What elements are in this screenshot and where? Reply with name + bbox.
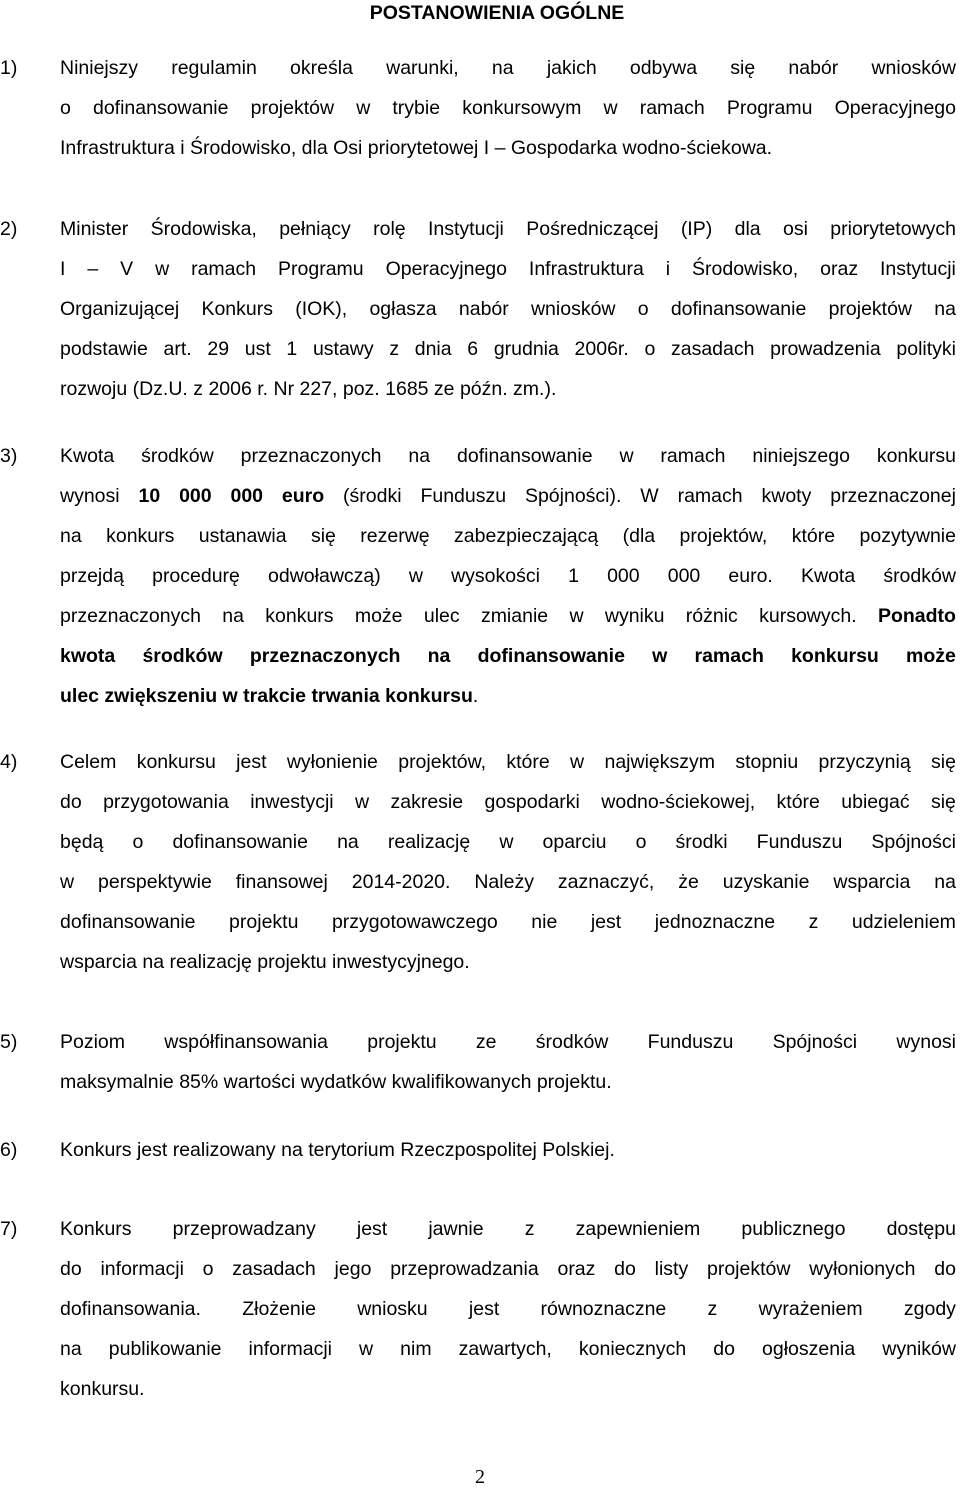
word: Spójności [871, 831, 956, 853]
word: zasadach [232, 1258, 316, 1280]
text-line [60, 516, 956, 556]
text-run: rozwoju (Dz.U. z 2006 r. Nr 227, poz. 1685 ze późn. zm.). [60, 378, 557, 400]
paragraph-number: 3) [0, 445, 18, 467]
word: niniejszego [752, 445, 850, 467]
word: się [310, 525, 336, 547]
word: Kwota [60, 445, 115, 467]
text-line [60, 329, 956, 369]
word: w [355, 791, 370, 813]
word: Środowiska, [150, 218, 257, 240]
word: o [202, 1258, 214, 1280]
text-run: wsparcia na realizację projektu inwestycyjnego. [60, 951, 470, 973]
word: Konkurs [60, 1218, 132, 1240]
word: Organizującej [60, 298, 180, 320]
word: środków [142, 645, 223, 667]
word: konkursu [791, 645, 879, 667]
text-line [60, 1130, 956, 1170]
word: do [614, 1258, 636, 1280]
text-line [60, 902, 956, 942]
word: środków [141, 445, 214, 467]
paragraph-number: 7) [0, 1218, 18, 1240]
paragraph-number: 4) [0, 751, 18, 773]
word: zabezpieczającą [454, 525, 599, 547]
word: 10 [138, 485, 161, 507]
paragraph-number: 6) [0, 1139, 18, 1161]
word: projektów, [398, 751, 487, 773]
word: zgody [903, 1298, 956, 1320]
text-line [60, 48, 956, 88]
word: Spójności [772, 1031, 858, 1053]
word: na [337, 831, 359, 853]
word: Programu [726, 97, 813, 119]
word: dostępu [886, 1218, 956, 1240]
word: Należy [474, 871, 534, 893]
text-line [60, 289, 956, 329]
word: dofinansowanie [477, 645, 625, 667]
text-line [60, 822, 956, 862]
word: Funduszu [647, 1031, 734, 1053]
word: projektów [250, 97, 335, 119]
word: wyniku [604, 605, 665, 627]
word: odwoławczą) [268, 565, 381, 587]
word: 2006r. [574, 338, 629, 360]
word: euro. [728, 565, 773, 587]
text-line [60, 1369, 956, 1409]
word: przeprowadzania [390, 1258, 539, 1280]
paragraph-5 [0, 1022, 956, 1102]
word: Spójności). [524, 485, 622, 507]
word: ramach [191, 258, 257, 280]
word: art. [163, 338, 192, 360]
word: przeznaczonej [830, 485, 956, 507]
word: warunki, [386, 57, 459, 79]
word: kwota [60, 645, 116, 667]
word: zmianie [480, 605, 549, 627]
word: nim [400, 1338, 432, 1360]
word: ramach [677, 485, 743, 507]
word: współfinansowania [164, 1031, 328, 1053]
word: w [619, 445, 634, 467]
word: Instytucji [880, 258, 956, 280]
word: o [637, 298, 649, 320]
word: dofinansowanie [457, 445, 593, 467]
word: o [132, 831, 144, 853]
word: dofinansowanie [172, 831, 308, 853]
text-line [60, 88, 956, 128]
word: V [120, 258, 134, 280]
word: jest [590, 911, 622, 933]
word: odbywa [629, 57, 698, 79]
word: które [791, 525, 836, 547]
text-line [60, 862, 956, 902]
word: rolę [373, 218, 406, 240]
word: określa [290, 57, 353, 79]
word: pozytywnie [859, 525, 956, 547]
word: 6 [467, 338, 479, 360]
word: wniosków [530, 298, 616, 320]
word: środków [535, 1031, 609, 1053]
word: o [644, 338, 656, 360]
word: jakich [546, 57, 597, 79]
word: (IP) [680, 218, 713, 240]
word: jego [334, 1258, 372, 1280]
word: w [359, 1338, 374, 1360]
word: środków [883, 565, 956, 587]
word: które [776, 791, 820, 813]
text-run: . [472, 685, 479, 707]
text-line [60, 436, 956, 476]
word: euro [281, 485, 325, 507]
text-line [60, 1209, 956, 1249]
word: 000 [667, 565, 701, 587]
word: dofinansowania. [60, 1298, 201, 1320]
word: do [60, 1258, 82, 1280]
word: nabór [788, 57, 839, 79]
paragraph-number: 1) [0, 57, 18, 79]
word: Kwota [800, 565, 856, 587]
word: przygotowania [103, 791, 229, 813]
word: Celem [60, 751, 117, 773]
text-line [60, 556, 956, 596]
page-number: 2 [475, 1466, 485, 1488]
word: osi [782, 218, 808, 240]
word: 000 [179, 485, 212, 507]
word: inwestycji [250, 791, 334, 813]
word: nabór [458, 298, 509, 320]
word: na [934, 298, 956, 320]
word: (środki [343, 485, 402, 507]
word: wniosku [357, 1298, 428, 1320]
text-line [60, 1289, 956, 1329]
word: Operacyjnego [834, 97, 956, 119]
word: w [652, 645, 668, 667]
text-line [60, 596, 956, 636]
word: które [506, 751, 550, 773]
word: Funduszu [756, 831, 843, 853]
word: finansowej [235, 871, 328, 893]
word: wniosków [871, 57, 956, 79]
word: ubiegać [841, 791, 910, 813]
word: ze [475, 1031, 497, 1053]
word: przeprowadzany [172, 1218, 316, 1240]
word: prowadzenia [770, 338, 881, 360]
word: na [60, 525, 82, 547]
word: Programu [278, 258, 364, 280]
word: się [930, 791, 956, 813]
word: ramach [694, 645, 764, 667]
word: największym [604, 751, 715, 773]
word: na [60, 1338, 82, 1360]
word: Operacyjnego [385, 258, 507, 280]
word: udzieleniem [851, 911, 956, 933]
word: konkurs [106, 525, 175, 547]
word: (dla [622, 525, 656, 547]
text-line [60, 676, 956, 716]
word: może [354, 605, 403, 627]
word: dla [734, 218, 761, 240]
word: wyrażeniem [758, 1298, 863, 1320]
word: (IOK), [295, 298, 348, 320]
word: konkursowym [462, 97, 582, 119]
text-line [60, 369, 956, 409]
word: W [640, 485, 659, 507]
paragraph-7 [0, 1209, 956, 1409]
word: na [427, 645, 451, 667]
word: na [491, 57, 514, 79]
text-line [60, 636, 956, 676]
word: z [808, 911, 819, 933]
word: Środowisko, [692, 258, 799, 280]
word: wynosi [60, 485, 120, 507]
text-run: maksymalnie 85% wartości wydatków kwalifikowanych projektu. [60, 1071, 612, 1093]
word: w [356, 97, 371, 119]
word: wynosi [896, 1031, 956, 1053]
word: jawnie [428, 1218, 484, 1240]
word: ulec [423, 605, 460, 627]
word: podstawie [60, 338, 148, 360]
word: trybie [392, 97, 441, 119]
word: ustanawia [198, 525, 287, 547]
text-line [60, 249, 956, 289]
word: jest [468, 1298, 500, 1320]
paragraph-number: 5) [0, 1031, 18, 1053]
word: przejdą [60, 565, 124, 587]
word: ogłoszenia [762, 1338, 856, 1360]
word: Pośredniczącej [526, 218, 659, 240]
paragraph-2 [0, 209, 956, 409]
word: na [408, 445, 431, 467]
word: w [408, 565, 423, 587]
word: środki [675, 831, 728, 853]
word: projektu [229, 911, 299, 933]
text-line [60, 476, 956, 516]
word: 29 [207, 338, 230, 360]
word: Konkurs [201, 298, 273, 320]
word: że [678, 871, 699, 893]
word: Funduszu [420, 485, 507, 507]
word: projektów [828, 298, 913, 320]
paragraph-6 [0, 1130, 956, 1170]
paragraph-4 [0, 742, 956, 982]
word: ustawy [312, 338, 374, 360]
word: 1 [286, 338, 298, 360]
text-line [60, 1329, 956, 1369]
word: Infrastruktura [528, 258, 644, 280]
word: regulamin [171, 57, 257, 79]
word: w [155, 258, 170, 280]
word: oraz [820, 258, 859, 280]
word: zasadach [670, 338, 755, 360]
word: zaznaczyć, [557, 871, 655, 893]
text-line [60, 1249, 956, 1289]
word: Poziom [60, 1031, 126, 1053]
text-run: ulec zwiększeniu w trakcie trwania konkursu [60, 685, 473, 707]
word: projektu [367, 1031, 437, 1053]
word: zapewnieniem [575, 1218, 701, 1240]
section-title: POSTANOWIENIA OGÓLNE [369, 2, 625, 24]
word: w [570, 751, 585, 773]
word: procedurę [152, 565, 240, 587]
word: koniecznych [578, 1338, 687, 1360]
word: wsparcia [833, 871, 911, 893]
word: I [60, 258, 66, 280]
word: na [934, 871, 956, 893]
word: listy [654, 1258, 689, 1280]
word: projektów, [679, 525, 768, 547]
word: jest [236, 751, 267, 773]
word: z [707, 1298, 718, 1320]
text-line [60, 128, 956, 168]
word: grudnia [493, 338, 559, 360]
word: zawartych, [458, 1338, 552, 1360]
text-line [60, 942, 956, 982]
word: kursowych. [759, 605, 857, 627]
word: przygotowawczego [331, 911, 498, 933]
word: o [635, 831, 647, 853]
word: gospodarki [484, 791, 580, 813]
word: w [603, 97, 618, 119]
word: zakresie [390, 791, 464, 813]
word: konkurs [265, 605, 334, 627]
word: stopniu [735, 751, 799, 773]
word: w [499, 831, 514, 853]
word: pełniący [279, 218, 351, 240]
word: wyłonionych [809, 1258, 916, 1280]
word: – [87, 258, 99, 280]
word: Złożenie [242, 1298, 316, 1320]
word: 000 [607, 565, 640, 587]
word: przeznaczonych [249, 645, 401, 667]
word: priorytetowych [830, 218, 956, 240]
word: do [60, 791, 82, 813]
word: wysokości [451, 565, 540, 587]
word: rezerwę [360, 525, 430, 547]
text-run: konkursu. [60, 1378, 145, 1400]
word: kwoty [761, 485, 812, 507]
word: różnic [685, 605, 738, 627]
word: dofinansowanie [670, 298, 807, 320]
word: jest [356, 1218, 388, 1240]
word: ramach [639, 97, 705, 119]
word: informacji [100, 1258, 184, 1280]
word: w [569, 605, 584, 627]
word: oparciu [542, 831, 607, 853]
word: perspektywie [98, 871, 212, 893]
word: projektów [707, 1258, 791, 1280]
word: przeznaczonych [60, 605, 201, 627]
word: publikowanie [108, 1338, 222, 1360]
word: wodno-ściekowej, [601, 791, 756, 813]
text-line [60, 782, 956, 822]
word: do [713, 1338, 735, 1360]
word: konkursu [876, 445, 956, 467]
text-run: Infrastruktura i Środowisko, dla Osi priorytetowej I – Gospodarka wodno-ściekowa. [60, 137, 773, 159]
word: dofinansowanie [92, 97, 229, 119]
word: przeznaczonych [240, 445, 382, 467]
word: o [60, 97, 71, 119]
word: ramach [660, 445, 726, 467]
word: przyczynią [818, 751, 911, 773]
word: realizację [387, 831, 471, 853]
paragraph-number: 2) [0, 218, 18, 240]
word: 2014-2020. [351, 871, 451, 893]
word: i [665, 258, 671, 280]
word: publicznego [741, 1218, 846, 1240]
word: jednoznaczne [654, 911, 776, 933]
word: dofinansowanie [60, 911, 196, 933]
word: z [524, 1218, 535, 1240]
word: będą [60, 831, 104, 853]
word: 1 [568, 565, 579, 587]
text-line [60, 742, 956, 782]
word: do [934, 1258, 956, 1280]
word: w [60, 871, 75, 893]
text-line [60, 1062, 956, 1102]
text-run: Konkurs jest realizowany na terytorium Rzeczpospolitej Polskiej. [60, 1139, 615, 1161]
word: Minister [60, 218, 129, 240]
word: wyłonienie [286, 751, 378, 773]
paragraph-1 [0, 48, 956, 168]
word: z [389, 338, 400, 360]
word: Ponadto [877, 605, 956, 627]
paragraph-3 [0, 436, 956, 716]
word: oraz [557, 1258, 596, 1280]
word: ust [244, 338, 271, 360]
word: Niniejszy [60, 57, 139, 79]
word: 000 [230, 485, 264, 507]
word: informacji [248, 1338, 332, 1360]
word: ogłasza [369, 298, 437, 320]
word: nie [531, 911, 558, 933]
text-line [60, 1022, 956, 1062]
word: może [906, 645, 956, 667]
word: dnia [414, 338, 452, 360]
word: Instytucji [428, 218, 504, 240]
word: uzyskanie [722, 871, 810, 893]
word: się [730, 57, 756, 79]
word: polityki [896, 338, 956, 360]
word: równoznaczne [540, 1298, 667, 1320]
text-line [60, 209, 956, 249]
word: się [931, 751, 956, 773]
word: wyników [882, 1338, 956, 1360]
word: na [222, 605, 244, 627]
word: konkursu [136, 751, 216, 773]
